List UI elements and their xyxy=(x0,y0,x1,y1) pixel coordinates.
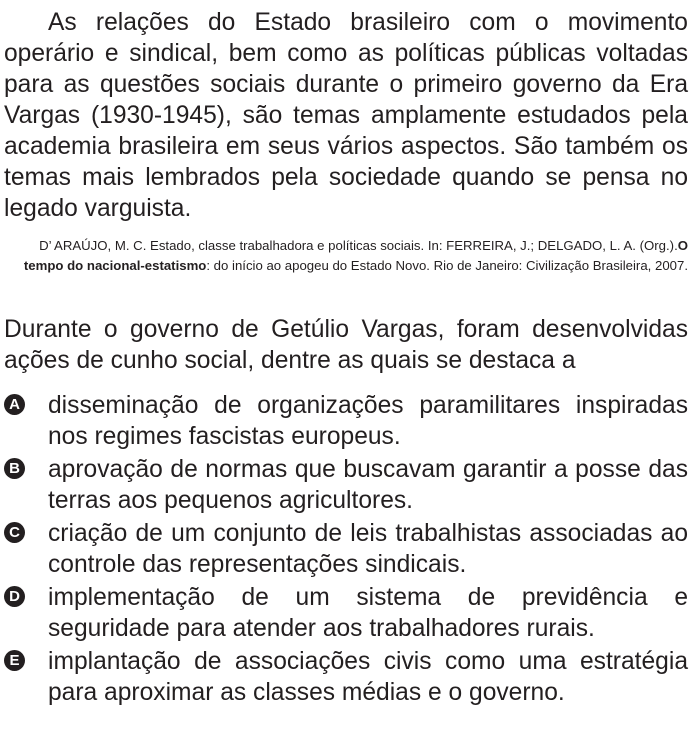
option-b-text: aprovação de normas que buscavam garantir a posse das terras aos pequenos agricultores. xyxy=(48,456,688,514)
option-a-letter-badge: A xyxy=(4,394,25,415)
option-e-text: implantação de associações civis como uma estratégia para aproximar as classes médias e o governo. xyxy=(48,648,688,706)
option-b-letter-badge: B xyxy=(4,458,25,479)
passage-text: As relações do Estado brasileiro com o movimento operário e sindical, bem como as políticas públicas voltadas para as questões sociais durante o primeiro governo da Era Vargas (1930-1945), são temas amplamente estudados pela academia brasileira em seus vários aspectos. São também os temas mais lembrados pela sociedade quando se pensa no legado varguista. xyxy=(4,9,688,222)
citation-title: O tempo do nacional-estatismo xyxy=(23,238,688,273)
option-c-text: criação de um conjunto de leis trabalhistas associadas ao controle das representações sindicais. xyxy=(48,520,688,578)
option-b[interactable] xyxy=(0,454,700,518)
option-a[interactable] xyxy=(0,390,700,454)
option-e-letter-badge: E xyxy=(4,650,25,671)
option-d[interactable] xyxy=(0,582,700,646)
option-d-letter-badge: D xyxy=(4,586,25,607)
citation-authors: D’ ARAÚJO, M. C. Estado, classe trabalhadora e políticas sociais. In: FERREIRA, J.; DELGADO, L. A. (Org.). xyxy=(39,238,678,253)
option-e[interactable] xyxy=(0,646,700,710)
option-c-letter-badge: C xyxy=(4,522,25,543)
citation xyxy=(4,236,688,275)
option-a-text: disseminação de organizações paramilitares inspiradas nos regimes fascistas europeus. xyxy=(48,392,688,450)
citation-publisher: : do início ao apogeu do Estado Novo. Rio de Janeiro: Civilização Brasileira, 2007. xyxy=(206,257,688,273)
question-stem: Durante o governo de Getúlio Vargas, foram desenvolvidas ações de cunho social, dentre as quais se destaca a xyxy=(4,316,688,374)
option-c[interactable] xyxy=(0,518,700,582)
option-d-text: implementação de um sistema de previdência e seguridade para atender aos trabalhadores rurais. xyxy=(48,584,688,642)
